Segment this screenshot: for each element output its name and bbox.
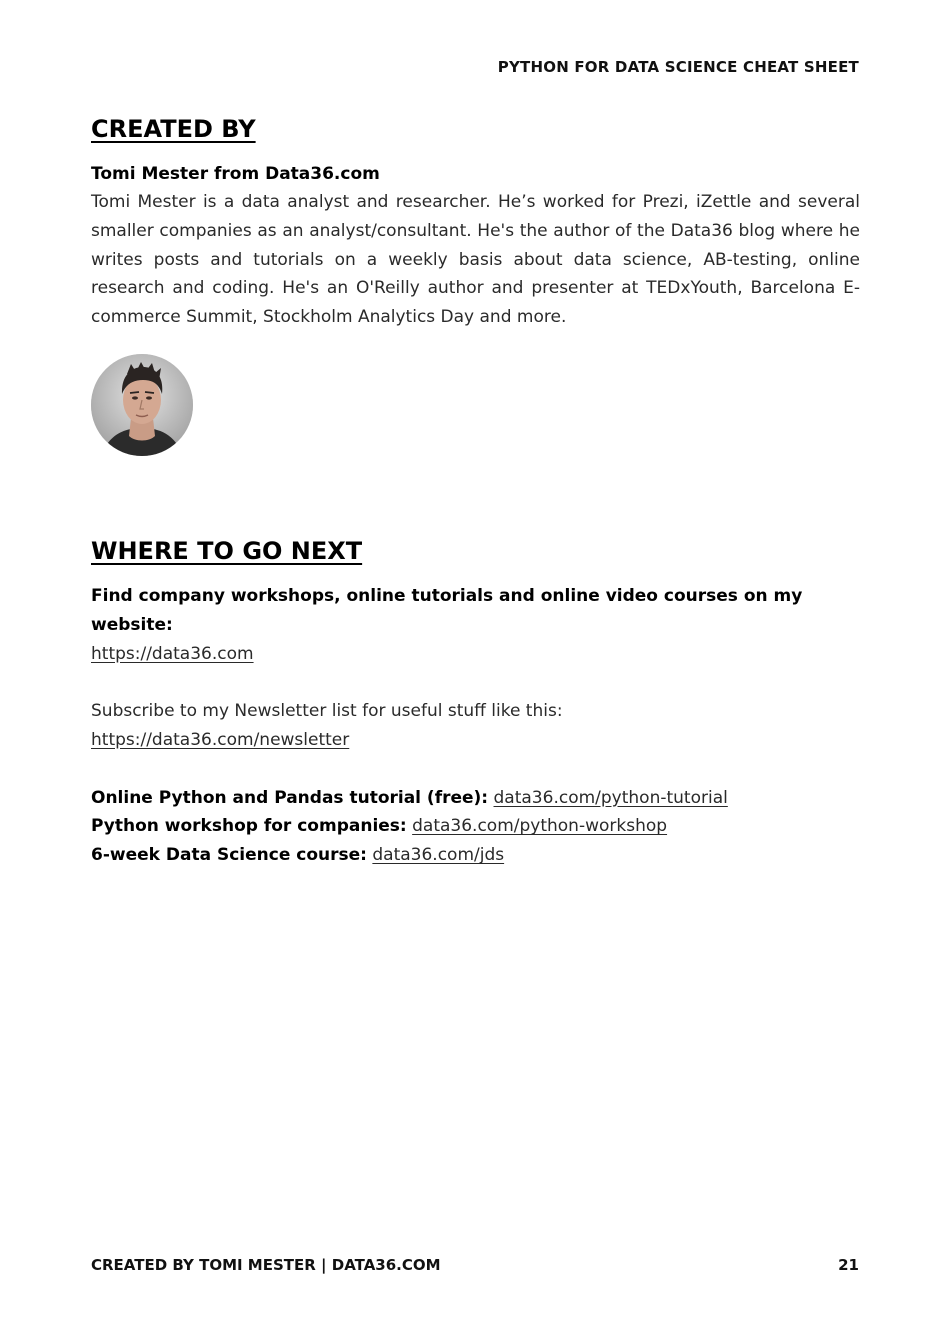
author-name: Tomi Mester from Data36.com: [91, 164, 380, 184]
where-to-go-next-heading: WHERE TO GO NEXT: [91, 537, 363, 565]
newsletter-lead-text: Subscribe to my Newsletter list for useful stuff like this:: [91, 701, 563, 722]
python-workshop-link[interactable]: data36.com/python-workshop: [412, 816, 668, 837]
resource-label-python-workshop: Python workshop for companies:: [91, 816, 407, 837]
page-number: 21: [838, 1256, 859, 1274]
resource-label-data-science-course: 6-week Data Science course:: [91, 845, 367, 866]
author-bio: Tomi Mester is a data analyst and researcher. He’s worked for Prezi, iZettle and several smaller companies as an analyst/consultant. He's the author of the Data36 blog where he writes posts and tutorials on a weekly basis about data science, AB-testing, online research and coding. He's an O'Reilly author and presenter at TEDxYouth, Barcelona E-commerce Summit, Stockholm Analytics Day and more.: [91, 192, 860, 328]
python-tutorial-link[interactable]: data36.com/python-tutorial: [493, 787, 728, 808]
author-avatar: [91, 354, 193, 456]
resource-line: [91, 841, 860, 870]
data-science-course-link[interactable]: data36.com/jds: [372, 845, 505, 866]
newsletter-link[interactable]: https://data36.com/newsletter: [91, 729, 350, 750]
website-link[interactable]: https://data36.com: [91, 643, 254, 664]
resource-label-python-tutorial: Online Python and Pandas tutorial (free):: [91, 787, 489, 808]
resource-line: [91, 784, 860, 813]
website-lead-text: Find company workshops, online tutorials and online video courses on my website:: [91, 586, 803, 635]
where-to-go-next-section: [91, 536, 860, 870]
created-by-section: [91, 114, 860, 332]
resource-line: [91, 812, 860, 841]
page-header-title: PYTHON FOR DATA SCIENCE CHEAT SHEET: [497, 58, 859, 76]
footer-credit: CREATED BY TOMI MESTER | DATA36.COM: [91, 1256, 441, 1274]
created-by-heading: CREATED BY: [91, 115, 256, 143]
